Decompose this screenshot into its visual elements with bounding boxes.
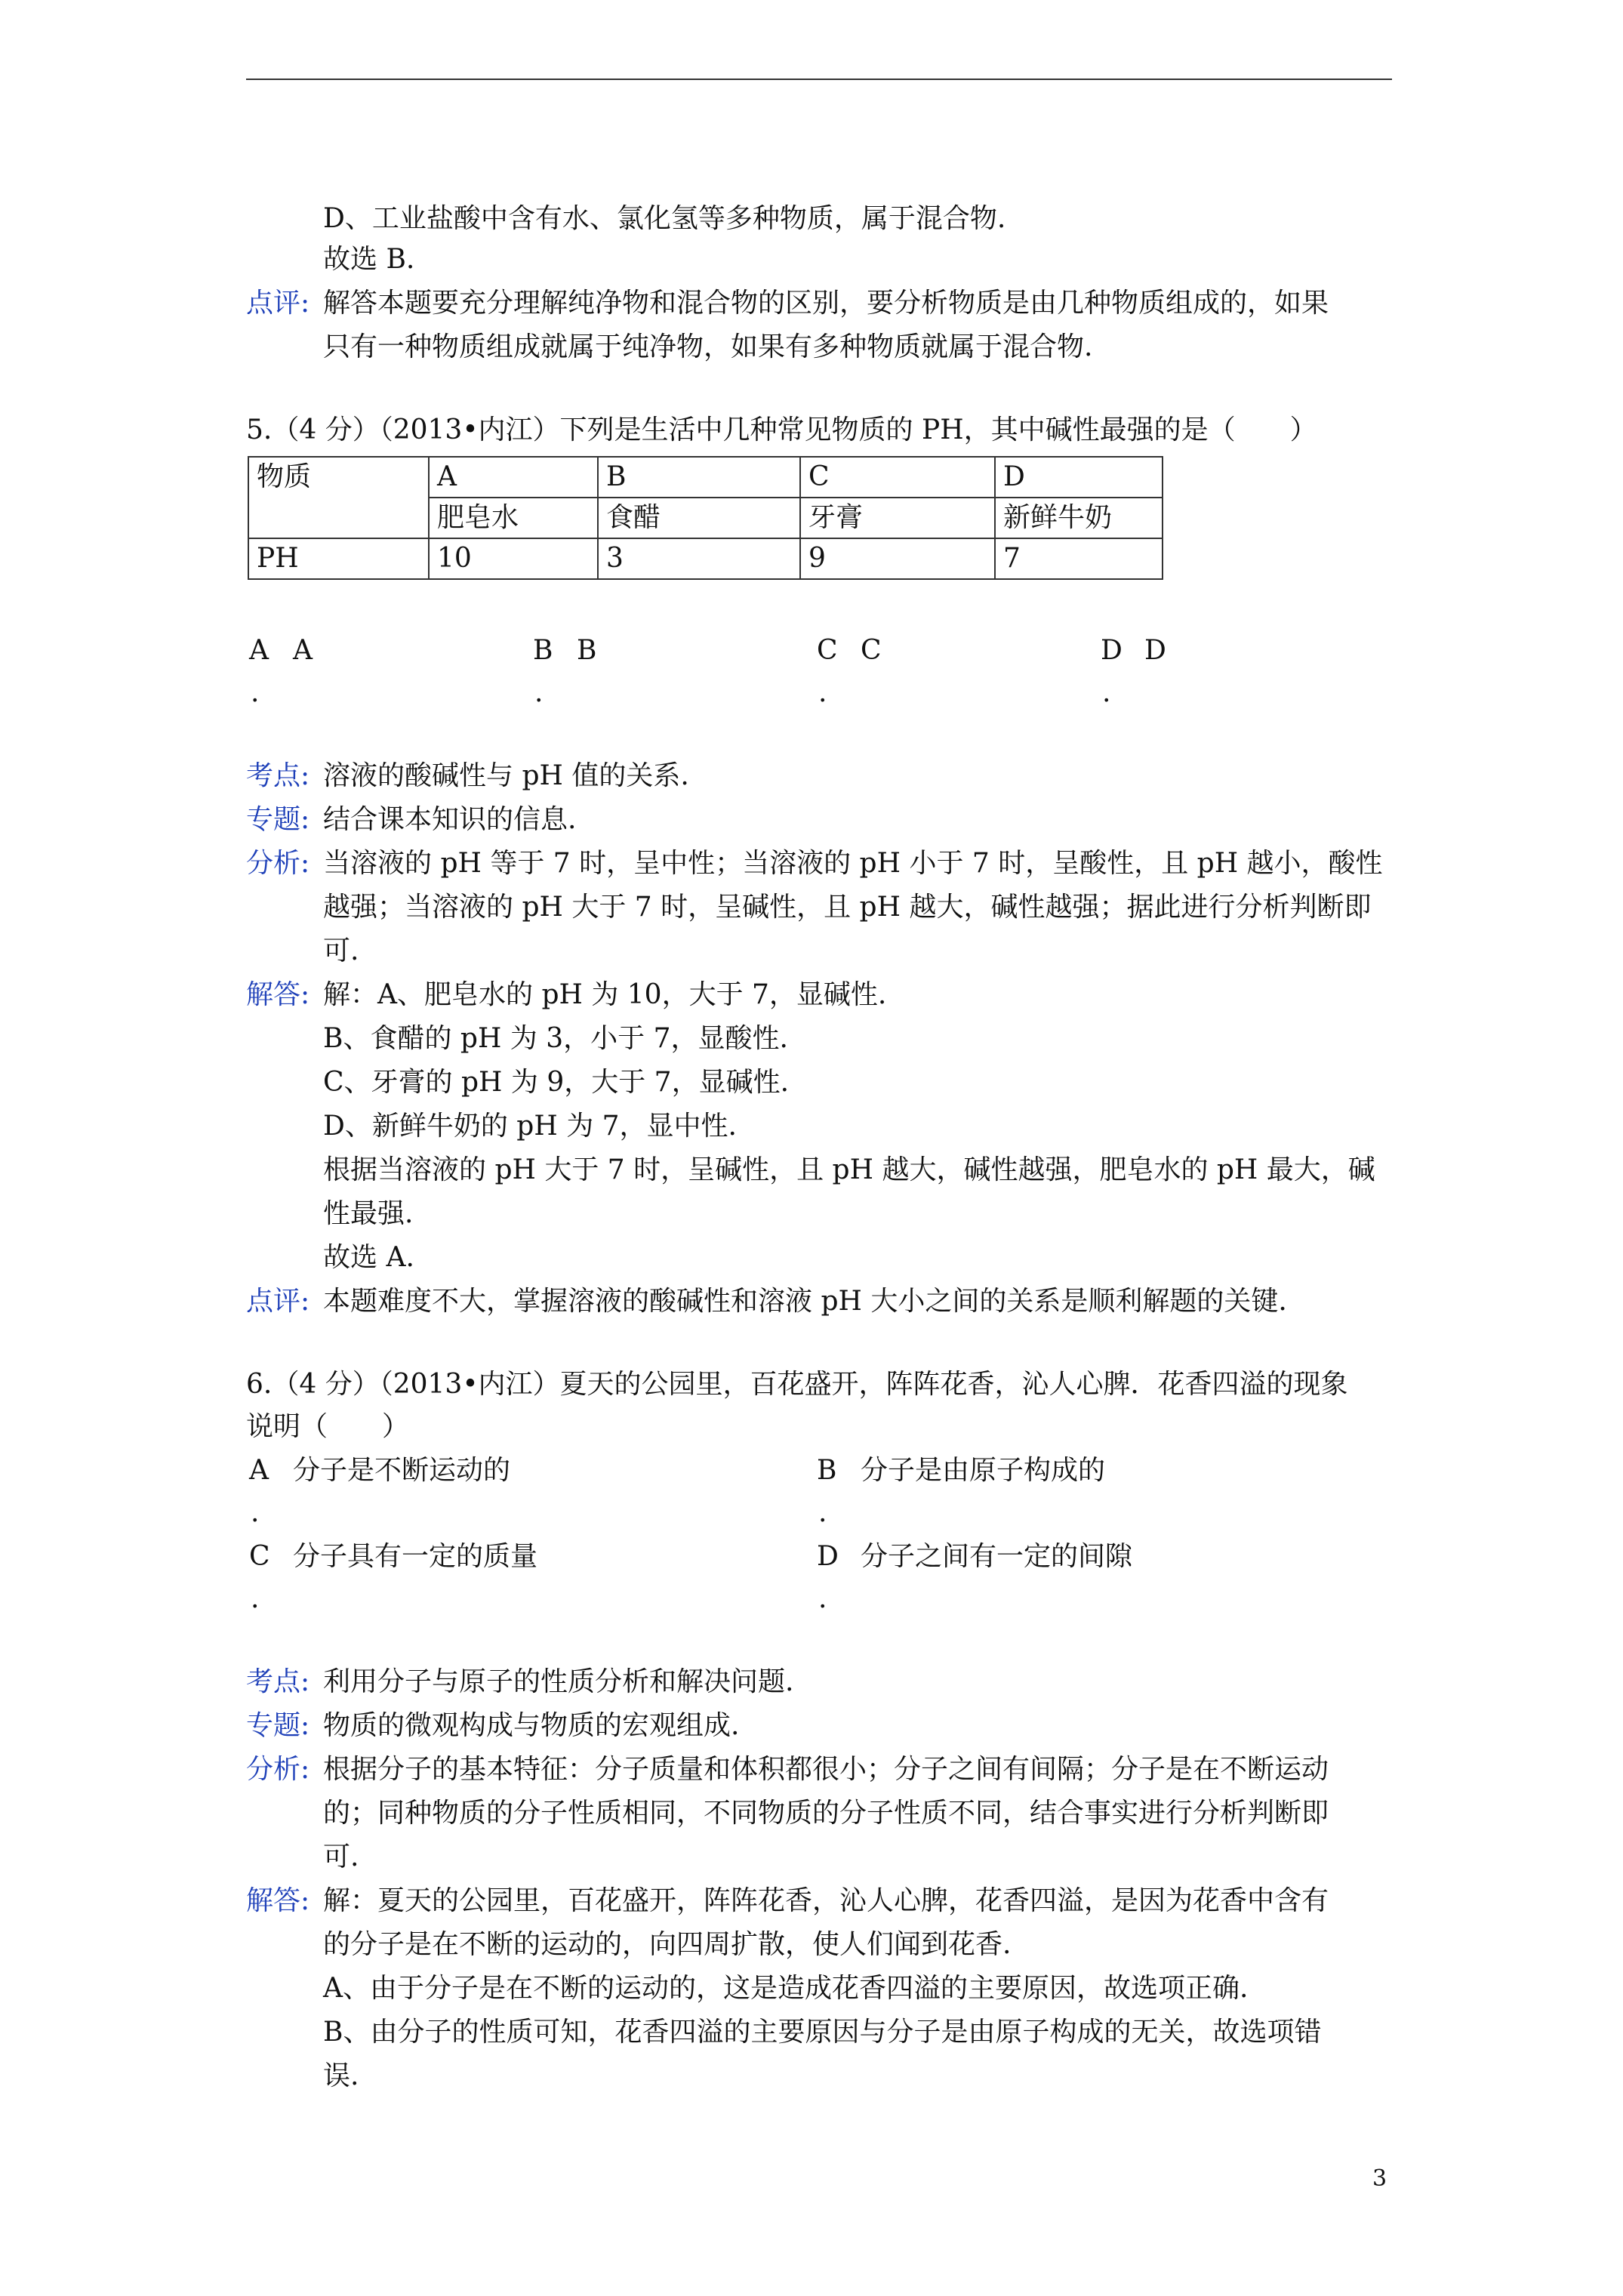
q5-option-a-dot: . (251, 677, 260, 708)
table-cell: 9 (800, 538, 995, 579)
table-cell: PH (248, 538, 429, 579)
q5-option-d-dot: . (1102, 677, 1111, 708)
q6-stem-line-2: 说明（ ） (246, 1411, 410, 1442)
q5-jieda-line-6: 性最强. (323, 1198, 414, 1229)
q5-fenxi-line-1: 当溶液的 pH 等于 7 时，呈中性；当溶液的 pH 小于 7 时，呈酸性，且 pH 越小，酸性 (323, 848, 1383, 879)
q6-option-c-letter[interactable]: C (249, 1541, 270, 1572)
q6-zhuanti: 物质的微观构成与物质的宏观组成. (323, 1710, 740, 1741)
ph-table (248, 456, 1163, 580)
q6-fenxi-line-3: 可. (323, 1841, 359, 1872)
q6-jieda-line-2: 的分子是在不断的运动的，向四周扩散，使人们闻到花香. (323, 1929, 1012, 1960)
q5-option-d-text[interactable]: D (1144, 635, 1166, 666)
q5-jieda-line-5: 根据当溶液的 pH 大于 7 时，呈碱性，且 pH 越大，碱性越强，肥皂水的 pH 最大，碱 (323, 1154, 1375, 1185)
q5-option-b-text[interactable]: B (577, 635, 597, 666)
q6-jieda-line-1: 解：夏天的公园里，百花盛开，阵阵花香，沁人心脾，花香四溢，是因为花香中含有 (323, 1885, 1329, 1916)
q5-option-b-dot: . (534, 677, 544, 708)
q5-dianping-label: 点评: (246, 1286, 310, 1317)
q5-option-d-letter[interactable]: D (1101, 635, 1123, 666)
q6-jieda-line-5: 误. (323, 2060, 359, 2091)
q5-jieda-line-3: C、牙膏的 pH 为 9，大于 7，显碱性. (323, 1067, 790, 1098)
q5-option-a-text[interactable]: A (293, 635, 313, 666)
q6-option-b-text[interactable]: 分子是由原子构成的 (861, 1455, 1106, 1486)
q5-dianping: 本题难度不大，掌握溶液的酸碱性和溶液 pH 大小之间的关系是顺利解题的关键. (323, 1286, 1287, 1317)
table-cell: 3 (598, 538, 800, 579)
q6-fenxi-label: 分析: (246, 1754, 310, 1785)
q5-kaodian: 溶液的酸碱性与 pH 值的关系. (323, 760, 689, 791)
page-number: 3 (1372, 2165, 1387, 2192)
table-row (248, 538, 1163, 579)
header-rule (246, 79, 1392, 80)
q5-option-c-letter[interactable]: C (817, 635, 838, 666)
table-cell: 7 (995, 538, 1163, 579)
table-cell: B (598, 457, 800, 498)
q5-zhuanti: 结合课本知识的信息. (323, 804, 577, 835)
table-cell: 物质 (248, 457, 429, 538)
q5-fenxi-line-3: 可. (323, 935, 359, 966)
q6-jieda-line-3: A、由于分子是在不断的运动的，这是造成花香四溢的主要原因，故选项正确. (323, 1973, 1249, 2004)
prev-comment-label: 点评: (246, 288, 310, 319)
q5-zhuanti-label: 专题: (246, 804, 310, 835)
q5-jieda-label: 解答: (246, 979, 310, 1010)
q5-stem: 5.（4 分）（2013•内江）下列是生活中几种常见物质的 PH，其中碱性最强的是（ ） (246, 415, 1317, 445)
q6-option-a-letter[interactable]: A (249, 1455, 269, 1486)
q6-kaodian-label: 考点: (246, 1666, 310, 1697)
q6-jieda-line-4: B、由分子的性质可知，花香四溢的主要原因与分子是由原子构成的无关，故选项错 (323, 2017, 1322, 2048)
q6-option-d-letter[interactable]: D (817, 1541, 839, 1572)
q6-option-a-dot: . (251, 1497, 260, 1528)
q5-option-c-dot: . (818, 677, 827, 708)
q5-option-a-letter[interactable]: A (249, 635, 269, 666)
q6-option-d-text[interactable]: 分子之间有一定的间隙 (861, 1541, 1133, 1572)
q6-option-c-text[interactable]: 分子具有一定的质量 (293, 1541, 538, 1572)
q6-stem-line-1: 6.（4 分）（2013•内江）夏天的公园里，百花盛开，阵阵花香，沁人心脾．花香四溢的现象 (246, 1369, 1348, 1400)
table-cell: D (995, 457, 1163, 498)
table-cell: 食醋 (598, 498, 800, 538)
table-cell: 10 (429, 538, 598, 579)
q5-jieda-line-4: D、新鲜牛奶的 pH 为 7，显中性. (323, 1111, 737, 1142)
q5-jieda-line-7: 故选 A. (323, 1242, 414, 1273)
q5-fenxi-label: 分析: (246, 848, 310, 879)
prev-comment-line-1: 解答本题要充分理解纯净物和混合物的区别，要分析物质是由几种物质组成的，如果 (323, 288, 1329, 319)
q6-option-a-text[interactable]: 分子是不断运动的 (293, 1455, 511, 1486)
q6-option-b-dot: . (818, 1497, 827, 1528)
table-cell: A (429, 457, 598, 498)
q5-jieda-line-2: B、食醋的 pH 为 3，小于 7，显酸性. (323, 1023, 788, 1054)
table-cell: 牙膏 (800, 498, 995, 538)
q6-option-b-letter[interactable]: B (817, 1455, 837, 1486)
q6-zhuanti-label: 专题: (246, 1710, 310, 1741)
q5-option-c-text[interactable]: C (861, 635, 882, 666)
prev-comment-line-2: 只有一种物质组成就属于纯净物，如果有多种物质就属于混合物. (323, 331, 1093, 362)
prev-option-d-explanation: D、工业盐酸中含有水、氯化氢等多种物质，属于混合物. (323, 203, 1006, 234)
q5-fenxi-line-2: 越强；当溶液的 pH 大于 7 时，呈碱性，且 pH 越大，碱性越强；据此进行分析判断即 (323, 892, 1372, 923)
q6-option-c-dot: . (251, 1583, 260, 1614)
table-row (248, 457, 1163, 498)
q6-kaodian: 利用分子与原子的性质分析和解决问题. (323, 1666, 794, 1697)
q6-option-d-dot: . (818, 1583, 827, 1614)
q5-option-b-letter[interactable]: B (533, 635, 553, 666)
q6-fenxi-line-2: 的；同种物质的分子性质相同，不同物质的分子性质不同，结合事实进行分析判断即 (323, 1798, 1329, 1829)
q6-fenxi-line-1: 根据分子的基本特征：分子质量和体积都很小；分子之间有间隔；分子是在不断运动 (323, 1754, 1329, 1785)
table-cell: 肥皂水 (429, 498, 598, 538)
q6-jieda-label: 解答: (246, 1885, 310, 1916)
table-cell: 新鲜牛奶 (995, 498, 1163, 538)
table-cell: C (800, 457, 995, 498)
prev-answer: 故选 B. (323, 244, 415, 275)
q5-jieda-line-1: 解：A、肥皂水的 pH 为 10，大于 7，显碱性. (323, 979, 887, 1010)
q5-kaodian-label: 考点: (246, 760, 310, 791)
